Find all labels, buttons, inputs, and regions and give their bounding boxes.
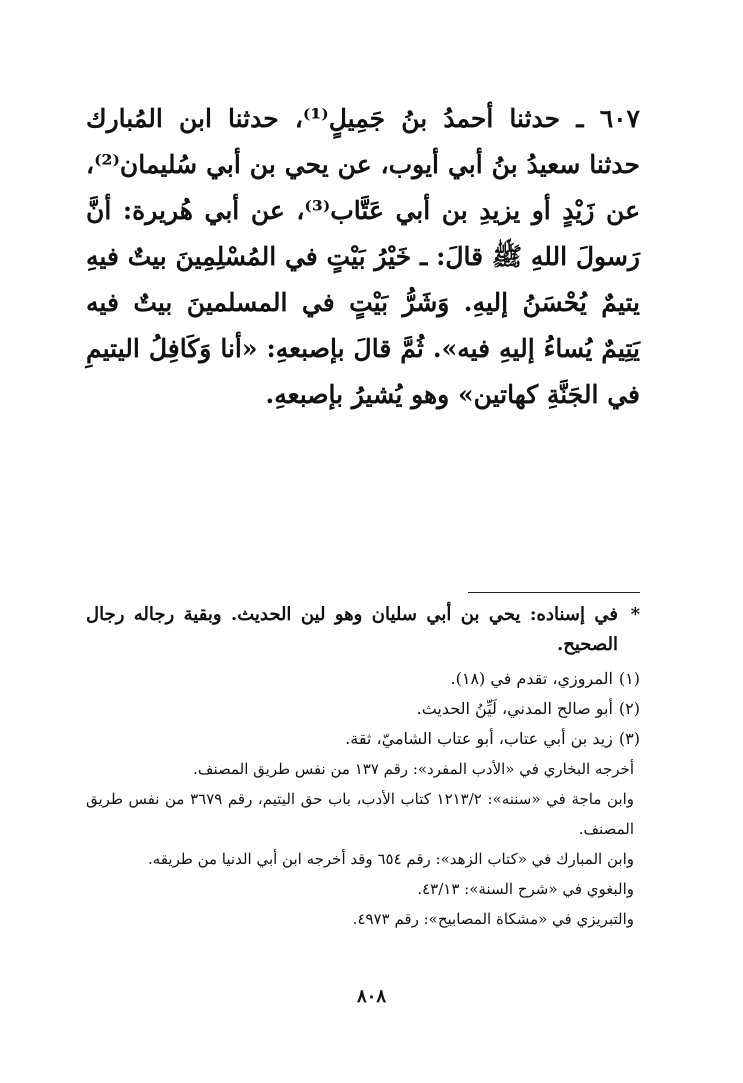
- footnote-text: أبو صالح المدني، لَيِّنُ الحديث.: [416, 699, 613, 718]
- footnotes: [86, 600, 640, 934]
- footnote-2: [86, 694, 640, 724]
- source-line: والتبريزي في «مشكاة المصابيح»: رقم ٤٩٧٣.: [352, 910, 634, 928]
- star-marker: *: [630, 604, 640, 625]
- source-line: وابن ماجة في «سننه»: ١٢١٣/٢ كتاب الأدب، باب حق اليتيم، رقم ٣٦٧٩ من نفس طريق المصنف.: [86, 790, 634, 838]
- footnote-text: زيد بن أبي عتاب، أبو عتاب الشاميّ، ثقة.: [345, 729, 613, 748]
- hadith-text: ٦٠٧ ـ حدثنا أحمدُ بنُ جَمِيلٍ⁽¹⁾، حدثنا ابن المُبارك حدثنا سعيدُ بنُ أبي أيوب، عن يحي بن أبي سُليمان⁽²⁾، عن زَيْدٍ أو يزيدِ بن أبي عَتَّاب⁽³⁾، عن أبي هُريرة: أنَّ رَسولَ اللهِ ﷺ قالَ: ـ خَيْرُ بَيْتٍ في المُسْلِمِينَ بيتٌ فيهِ يتيمٌ يُحْسَنُ إليهِ. وَشَرُّ بَيْتٍ في المسلمينَ بيتٌ فيه يَتِيمٌ يُساءُ إليهِ فيه». ثُمَّ قالَ بإصبعهِ: «أنا وَكَافِلُ اليتيمِ في الجَنَّةِ كهاتين» وهو يُشيرُ بإصبعهِ.: [86, 104, 640, 409]
- source-line: وابن المبارك في «كتاب الزهد»: رقم ٦٥٤ وقد أخرجه ابن أبي الدنيا من طريقه.: [148, 850, 634, 868]
- footnote-1: [86, 664, 640, 694]
- footnote-text: المروزي، تقدم في (١٨).: [450, 669, 613, 688]
- footnote-number: (٢): [618, 699, 640, 718]
- page-number: ٨٠٨: [356, 986, 386, 1007]
- footnote-number: (٣): [618, 729, 640, 748]
- footnote-divider: [468, 592, 640, 593]
- footnote-number: (١): [618, 669, 640, 688]
- source-line: أخرجه البخاري في «الأدب المفرد»: رقم ١٣٧ من نفس طريق المصنف.: [193, 760, 634, 778]
- isnad-note: [86, 600, 640, 660]
- hadith-text-block: [86, 96, 640, 418]
- isnad-note-text: في إسناده: يحي بن أبي سليان وهو لين الحديث. وبقية رجاله رجال الصحيح.: [86, 604, 618, 655]
- footnote-3: [86, 724, 640, 754]
- source-line: والبغوي في «شرح السنة»: ٤٣/١٣.: [417, 880, 634, 898]
